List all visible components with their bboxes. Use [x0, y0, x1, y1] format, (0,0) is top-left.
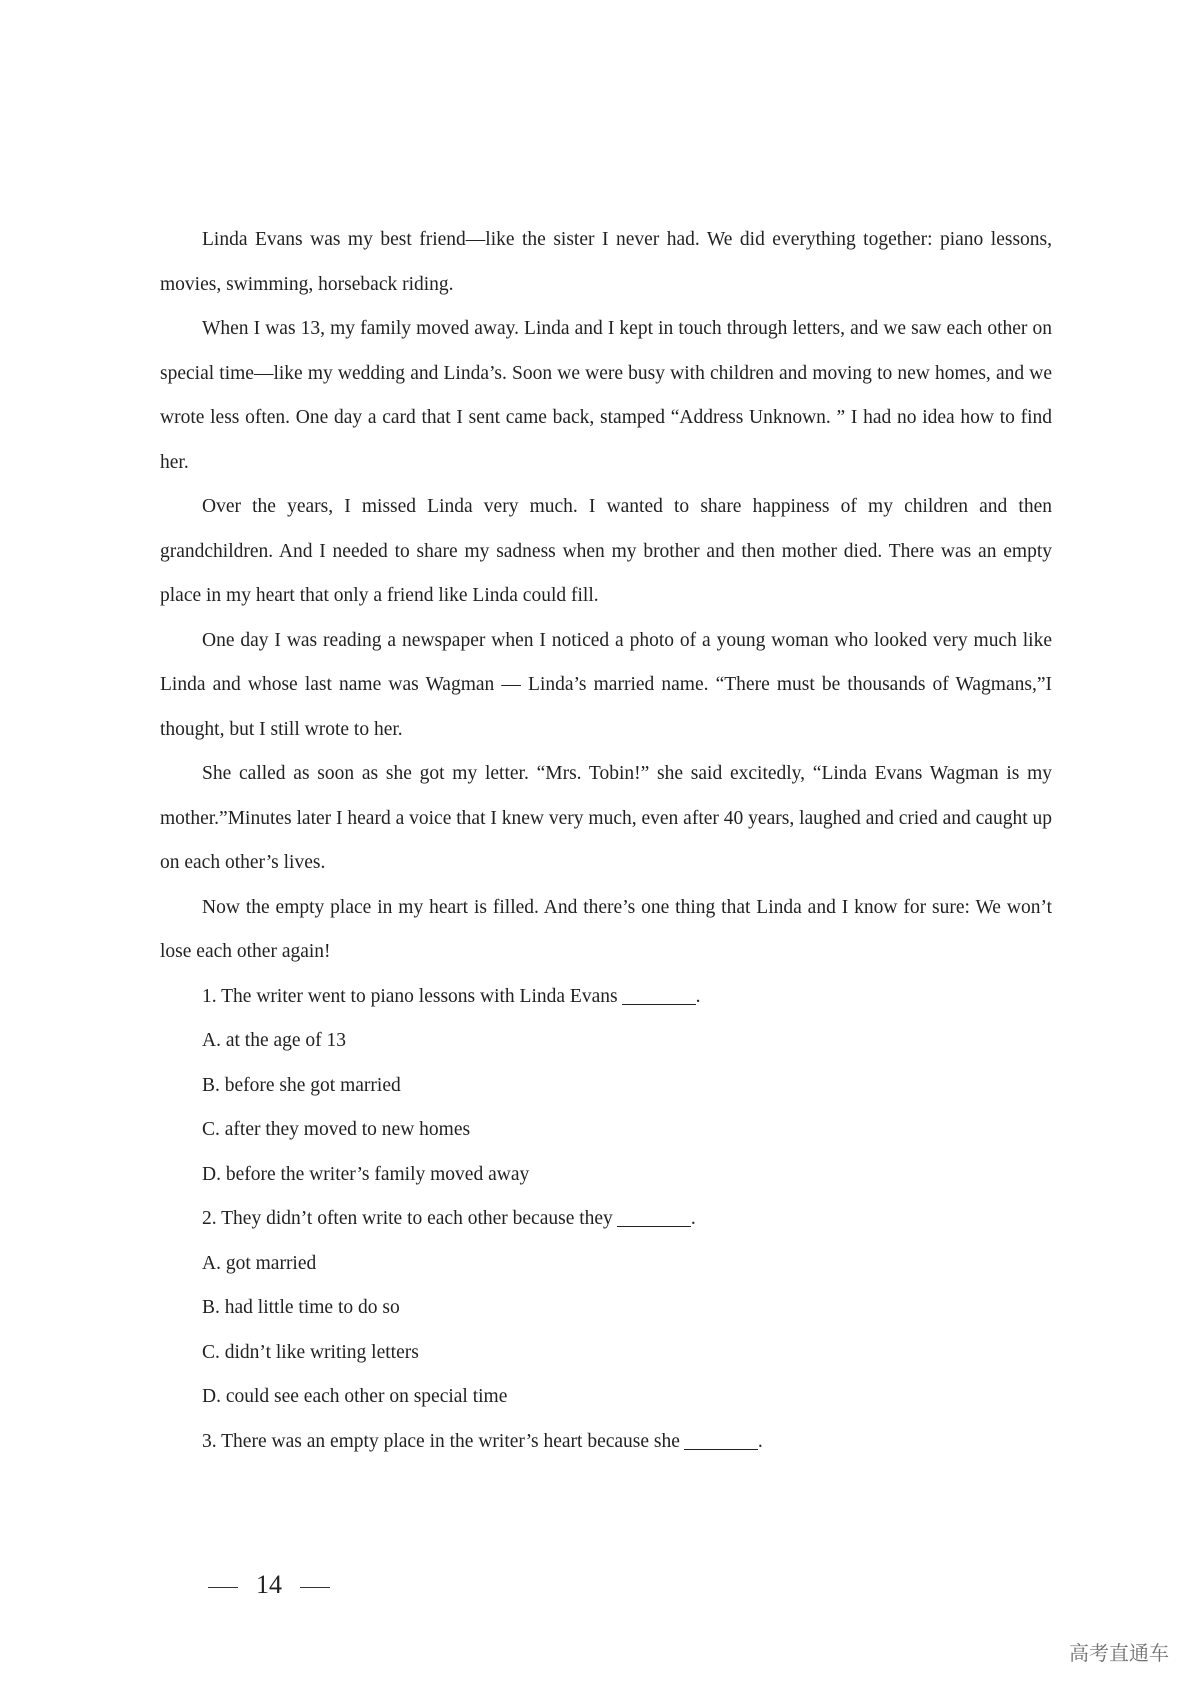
answer-blank	[622, 984, 696, 1005]
answer-blank	[684, 1429, 758, 1450]
question-1-option-c: C. after they moved to new homes	[202, 1119, 471, 1140]
watermark-logo: 高考直通车	[1069, 1641, 1169, 1665]
question-2-option-c: C. didn’t like writing letters	[202, 1341, 419, 1363]
question-2-option-d: D. could see each other on special time	[202, 1386, 508, 1407]
paragraph: Now the empty place in my heart is filled. And there’s one thing that Linda and I know for sure: We won’t lose each other again!	[160, 896, 1052, 962]
document-body	[160, 218, 1052, 1464]
paragraph: Linda Evans was my best friend—like the sister I never had. We did everything together: piano lessons, movies, swimming, horseback riding.	[160, 229, 1052, 295]
paragraph: She called as soon as she got my letter. “Mrs. Tobin!” she said excitedly, “Linda Evans Wagman is my mother.”Minutes later I heard a voice that I knew very much, even after 40 years, laughed and cried and caught up on each other’s lives.	[160, 763, 1052, 873]
page-number: 14	[256, 1570, 282, 1599]
blank-end: .	[695, 985, 701, 1007]
question-3-stem	[160, 1420, 1052, 1465]
question-1-stem	[160, 975, 1052, 1020]
question-2-stem	[160, 1197, 1052, 1242]
paragraph: When I was 13, my family moved away. Linda and I kept in touch through letters, and we saw each other on special time—like my wedding and Linda’s. Soon we were busy with children and moving to new homes, and we wrote less often. One day a card that I sent came back, stamped “Address Unknown. ” I had no idea how to find her.	[160, 318, 1052, 473]
question-3-text: 3. There was an empty place in the writer’s heart because she	[202, 1430, 680, 1452]
question-1-option-b: B. before she got married	[202, 1074, 401, 1096]
paragraph: One day I was reading a newspaper when I noticed a photo of a young woman who looked very much like Linda and whose last name was Wagman — Linda’s married name. “There must be thousands of Wagmans,”I thought, but I still wrote to her.	[160, 629, 1052, 740]
page-number-footer	[190, 1570, 348, 1600]
paragraph: Over the years, I missed Linda very much. I wanted to share happiness of my children and then grandchildren. And I needed to share my sadness when my brother and then mother died. There was an empty place in my heart that only a friend like Linda could fill.	[160, 496, 1052, 606]
answer-blank	[617, 1207, 691, 1228]
question-1-text: 1. The writer went to piano lessons with Linda Evans	[202, 985, 618, 1007]
question-1-option-a: A. at the age of 13	[202, 1030, 347, 1051]
question-2-text: 2. They didn’t often write to each other because they	[202, 1208, 613, 1229]
blank-end: .	[757, 1430, 763, 1452]
question-1-option-d: D. before the writer’s family moved away	[202, 1163, 530, 1185]
right-dash	[300, 1587, 330, 1588]
question-2-option-b: B. had little time to do so	[202, 1297, 400, 1318]
question-2-option-a: A. got married	[202, 1252, 317, 1274]
left-dash	[208, 1587, 238, 1588]
blank-end: .	[690, 1208, 696, 1229]
